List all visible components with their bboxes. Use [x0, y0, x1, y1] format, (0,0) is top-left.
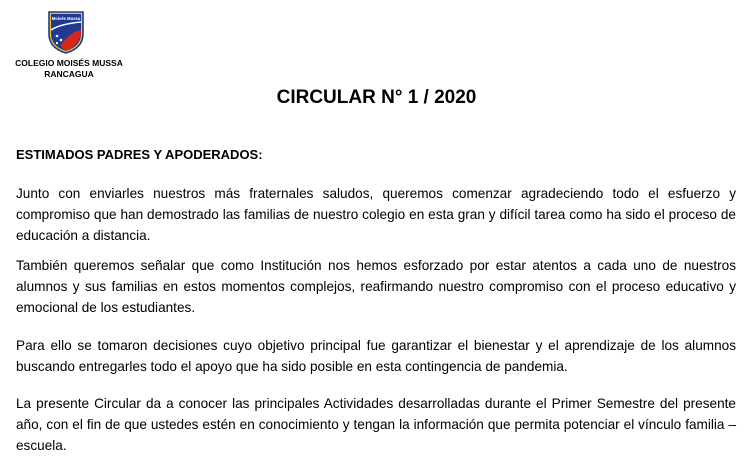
paragraph-4: La presente Circular da a conocer las principales Actividades desarrolladas durante el Primer Semestre del presente año, con el fin de que ustedes estén en conocimiento y tengan la información que permita potenciar el vínculo familia – escuela.: [16, 396, 736, 453]
paragraph-3: Para ello se tomaron decisiones cuyo objetivo principal fue garantizar el bienestar y el aprendizaje de los alumnos buscando entregarles todo el apoyo que ha sido posible en esta contingencia de pandemia.: [16, 338, 736, 374]
document-title: CIRCULAR N° 1 / 2020: [276, 87, 477, 108]
school-crest-logo: [46, 10, 86, 54]
school-city: RANCAGUA: [44, 69, 94, 79]
school-name: COLEGIO MOISÉS MUSSA: [15, 58, 123, 68]
paragraph-1: Junto con enviarles nuestros más fraternales saludos, queremos comenzar agradeciendo todo el esfuerzo y compromiso que han demostrado las familias de nuestro colegio en esta gran y difícil tarea como ha sido el proceso de educación a distancia.: [16, 186, 736, 243]
crest-lettering: Moisés Mussa: [51, 16, 81, 21]
school-header: [12, 58, 126, 80]
greeting: ESTIMADOS PADRES Y APODERADOS:: [16, 147, 263, 162]
paragraph-2: También queremos señalar que como Institución nos hemos esforzado por estar atentos a cada uno de nuestros alumnos y sus familias en estos momentos complejos, reafirmando nuestro compromiso con el proceso educativo y emocional de los estudiantes.: [16, 258, 736, 315]
